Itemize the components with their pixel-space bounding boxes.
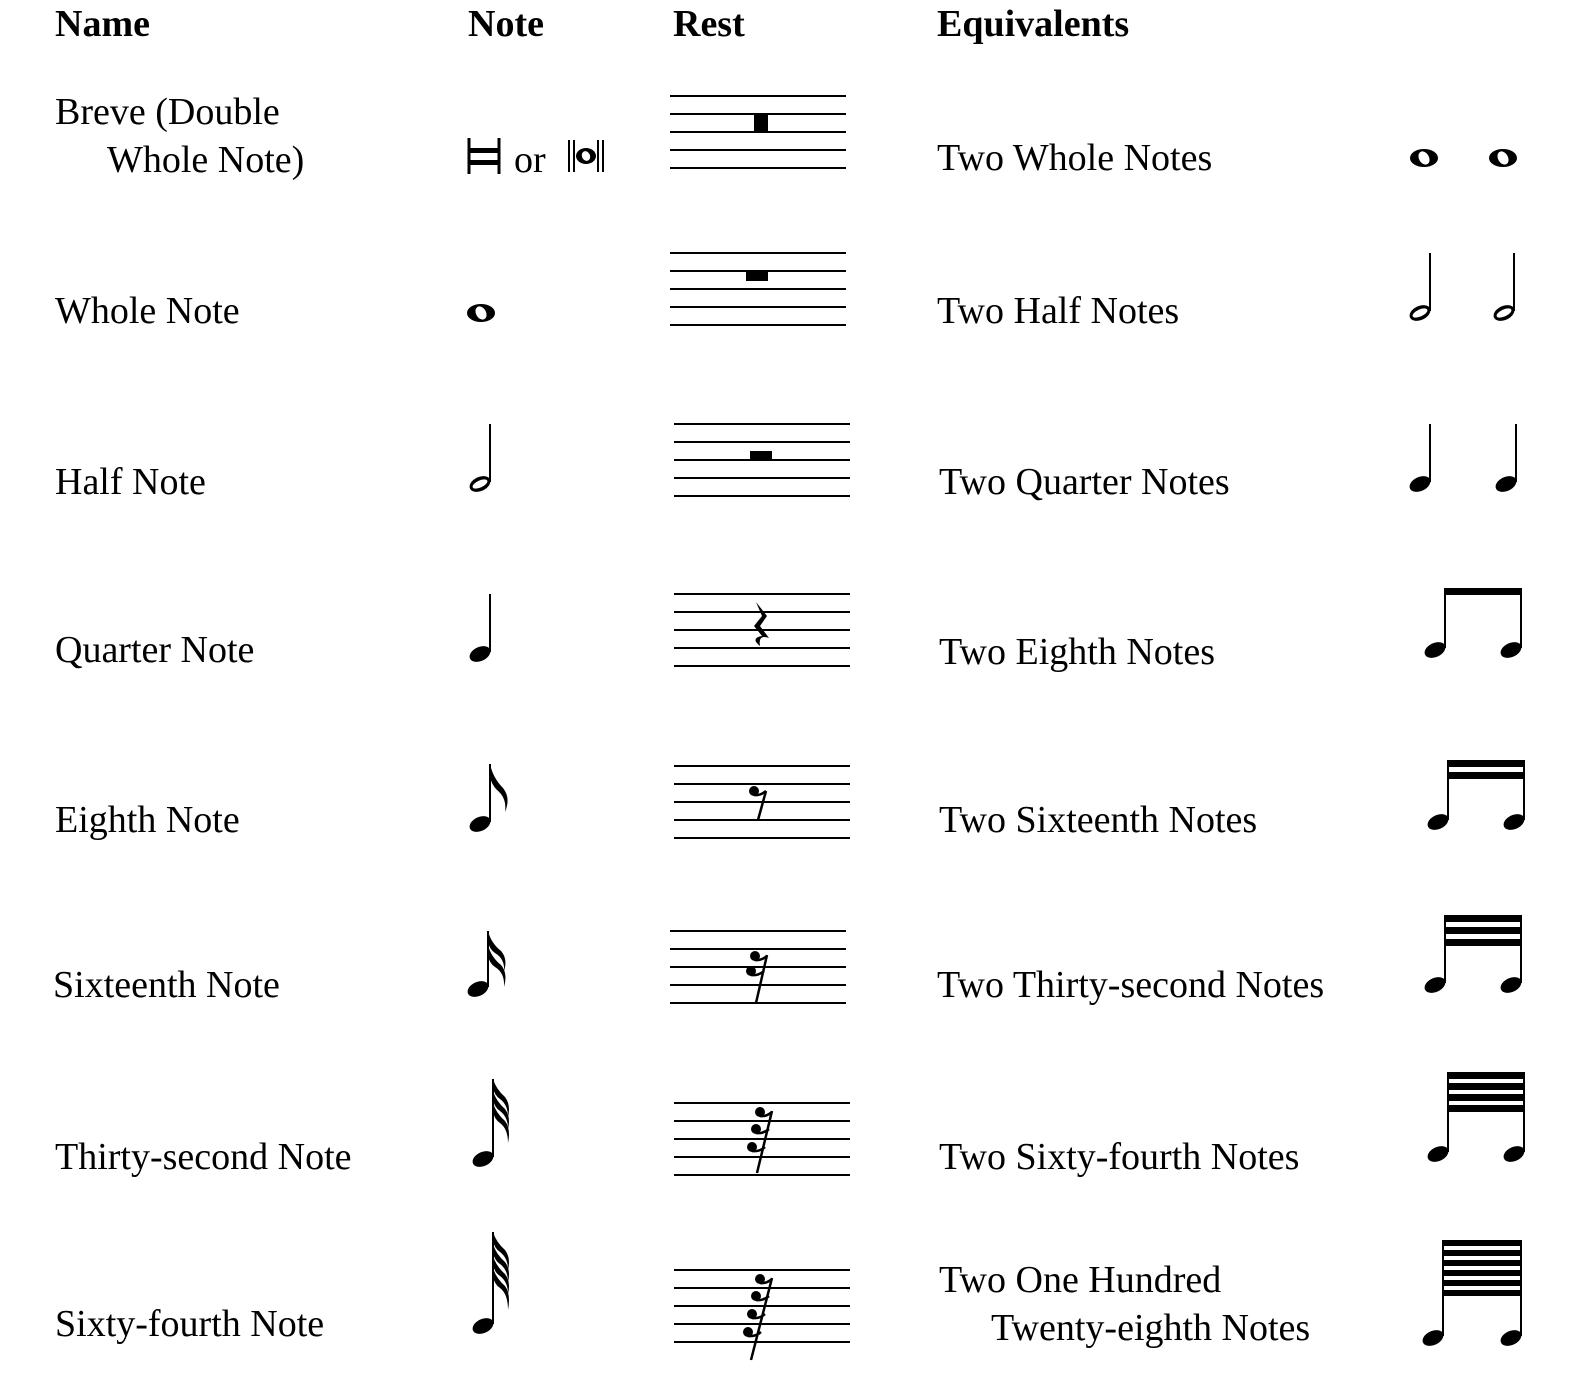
table-row-half — [0, 418, 1579, 528]
equivalent-cell — [939, 1256, 1310, 1352]
whole-rest-icon — [668, 251, 852, 331]
equivalent-line1: Two Half Notes — [937, 290, 1180, 332]
name-line1: Breve (Double — [55, 91, 280, 133]
half-note-icon — [455, 422, 645, 502]
table-row-breve — [0, 88, 1579, 198]
table-row-eighth — [0, 760, 1579, 870]
equivalent-line2: Twenty-eighth Notes — [991, 1307, 1311, 1349]
header-note: Note — [468, 3, 544, 45]
name-line1: Half Note — [55, 461, 206, 503]
name-cell — [55, 458, 206, 506]
table-row-sixty-fourth — [0, 1228, 1579, 1378]
breve-alt-note-icon — [562, 128, 622, 188]
quarter-note-icon — [455, 592, 645, 672]
two-sixty-fourth-notes-icon — [1400, 1072, 1540, 1172]
name-line1: Sixty-fourth Note — [55, 1303, 325, 1345]
equivalent-cell — [937, 287, 1179, 335]
equivalent-line1: Two Eighth Notes — [939, 631, 1215, 673]
breve-rest-icon — [668, 94, 852, 174]
half-rest-icon — [672, 422, 856, 502]
two-half-notes-icon — [1400, 251, 1540, 331]
sixty-fourth-rest-icon — [672, 1268, 856, 1368]
two-eighth-notes-icon — [1400, 588, 1540, 668]
table-row-sixteenth — [0, 925, 1579, 1035]
name-line1: Sixteenth Note — [53, 964, 280, 1006]
header-rest: Rest — [673, 3, 745, 45]
two-thirty-second-notes-icon — [1400, 915, 1540, 1005]
thirty-second-note-icon — [455, 1077, 645, 1177]
thirty-second-rest-icon — [672, 1103, 856, 1183]
sixty-fourth-note-icon — [455, 1230, 645, 1340]
table-row-quarter — [0, 588, 1579, 698]
two-sixteenth-notes-icon — [1400, 760, 1540, 840]
equivalent-cell — [939, 628, 1215, 676]
equivalent-line1: Two Whole Notes — [937, 137, 1213, 179]
header-equivalents: Equivalents — [937, 3, 1130, 45]
equivalent-cell — [937, 961, 1324, 1009]
equivalent-cell — [939, 458, 1230, 506]
eighth-rest-icon — [672, 764, 856, 844]
two-128th-notes-icon — [1400, 1240, 1540, 1355]
equivalent-line1: Two One Hundred — [939, 1259, 1222, 1301]
sixteenth-note-icon — [455, 929, 645, 1009]
name-line1: Eighth Note — [55, 799, 240, 841]
two-quarter-notes-icon — [1400, 422, 1540, 502]
table-row-whole — [0, 245, 1579, 355]
name-cell — [55, 287, 240, 335]
name-cell — [55, 1133, 352, 1181]
equivalent-line1: Two Thirty-second Notes — [937, 964, 1325, 1006]
header-name: Name — [55, 3, 150, 45]
equivalent-line1: Two Sixteenth Notes — [939, 799, 1258, 841]
whole-note-icon — [455, 295, 645, 335]
eighth-note-icon — [455, 762, 645, 842]
equivalent-cell — [937, 134, 1212, 182]
equivalent-line1: Two Quarter Notes — [939, 461, 1230, 503]
name-cell — [55, 796, 240, 844]
equivalent-cell — [939, 796, 1257, 844]
name-line2: Whole Note) — [107, 139, 305, 181]
name-cell — [55, 1300, 324, 1348]
note-or-text: or — [514, 139, 546, 181]
name-line1: Thirty-second Note — [55, 1136, 352, 1178]
table-row-thirty-second — [0, 1075, 1579, 1185]
equivalent-cell — [939, 1133, 1299, 1181]
name-line1: Whole Note — [55, 290, 240, 332]
name-cell — [55, 626, 254, 674]
name-cell — [55, 88, 304, 184]
two-whole-notes-icon — [1400, 144, 1540, 184]
sixteenth-rest-icon — [668, 929, 852, 1009]
name-line1: Quarter Note — [55, 629, 255, 671]
name-cell — [53, 961, 280, 1009]
equivalent-line1: Two Sixty-fourth Notes — [939, 1136, 1300, 1178]
quarter-rest-icon — [672, 592, 856, 672]
